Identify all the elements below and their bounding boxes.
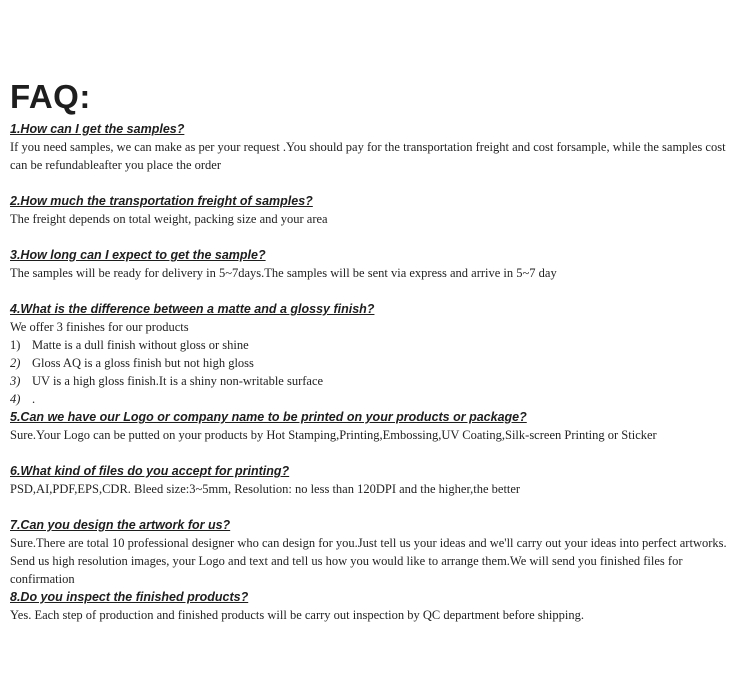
faq-item-1	[10, 120, 743, 174]
spacer	[10, 174, 743, 192]
list-number: 2)	[10, 356, 21, 370]
list-number: 3)	[10, 374, 21, 388]
spacer	[10, 282, 743, 300]
list-item	[10, 354, 743, 372]
list-item	[10, 390, 743, 408]
spacer	[10, 228, 743, 246]
list-item	[10, 336, 743, 354]
list-number: 4)	[10, 392, 21, 406]
list-item	[10, 372, 743, 390]
faq-question: 2.How much the transportation freight of samples?	[10, 194, 313, 208]
faq-question: 1.How can I get the samples?	[10, 122, 185, 136]
list-text: Matte is a dull finish without gloss or shine	[32, 338, 249, 352]
faq-question: 4.What is the difference between a matte and a glossy finish?	[10, 302, 375, 316]
faq-answer: The freight depends on total weight, packing size and your area	[10, 212, 328, 226]
faq-item-4	[10, 300, 743, 408]
faq-item-3	[10, 246, 743, 282]
faq-item-7	[10, 516, 743, 588]
spacer	[10, 498, 743, 516]
faq-item-5	[10, 408, 743, 444]
list-text: Gloss AQ is a gloss finish but not high gloss	[32, 356, 254, 370]
faq-answer: We offer 3 finishes for our products	[10, 320, 189, 334]
faq-document	[10, 79, 743, 624]
faq-question: 3.How long can I expect to get the sample?	[10, 248, 266, 262]
faq-question: 5.Can we have our Logo or company name to be printed on your products or package?	[10, 410, 527, 424]
faq-answer: Sure.There are total 10 professional designer who can design for you.Just tell us your ideas and we'll carry out your ideas into perfect artworks. Send us high resolution images, your Logo and text and tell us how you would like to arrange them.We will send you finished files for confirmation	[10, 536, 727, 586]
spacer	[10, 444, 743, 462]
faq-answer: The samples will be ready for delivery in 5~7days.The samples will be sent via express and arrive in 5~7 day	[10, 266, 557, 280]
faq-answer: Yes. Each step of production and finished products will be carry out inspection by QC department before shipping.	[10, 608, 584, 622]
page-title: FAQ:	[10, 78, 91, 115]
faq-question: 8.Do you inspect the finished products?	[10, 590, 249, 604]
finish-list	[10, 336, 743, 408]
faq-answer: If you need samples, we can make as per your request .You should pay for the transportation freight and cost forsample, while the samples cost can be refundableafter you place the order	[10, 140, 726, 172]
list-text: .	[32, 392, 36, 406]
faq-question: 6.What kind of files do you accept for printing?	[10, 464, 290, 478]
list-number: 1)	[10, 338, 21, 352]
faq-item-2	[10, 192, 743, 228]
faq-question: 7.Can you design the artwork for us?	[10, 518, 231, 532]
faq-answer: PSD,AI,PDF,EPS,CDR. Bleed size:3~5mm, Resolution: no less than 120DPI and the higher,the better	[10, 482, 521, 496]
faq-item-8	[10, 588, 743, 624]
faq-item-6	[10, 462, 743, 498]
list-text: UV is a high gloss finish.It is a shiny non-writable surface	[32, 374, 324, 388]
faq-answer: Sure.Your Logo can be putted on your products by Hot Stamping,Printing,Embossing,UV Coating,Silk-screen Printing or Sticker	[10, 428, 657, 442]
